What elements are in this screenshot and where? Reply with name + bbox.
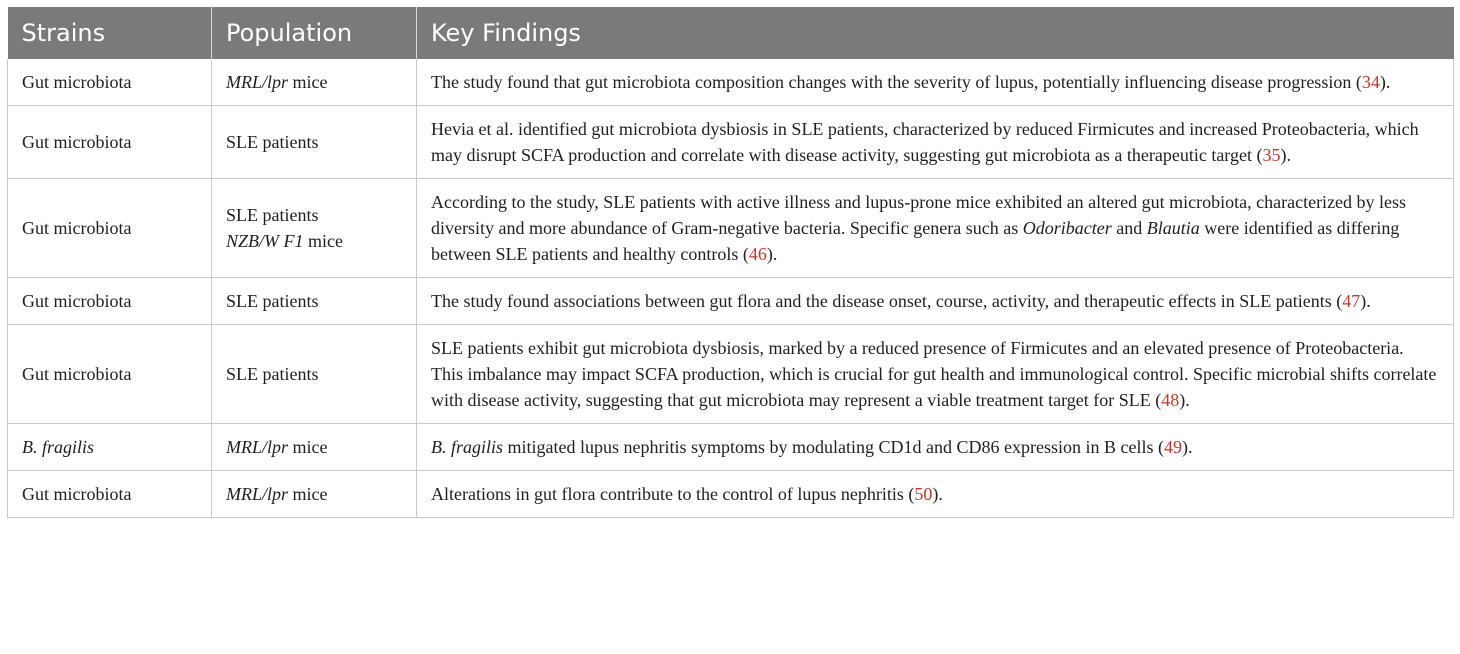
text-segment: ). [1379,72,1391,92]
table-row [8,325,1454,424]
cell-key-findings [417,59,1454,106]
text-segment: Alterations in gut flora contribute to the control of lupus nephritis ( [431,484,915,504]
cell-strain [8,471,212,518]
population-line [226,129,402,155]
text-segment: Gut microbiota [22,364,132,384]
reference-link[interactable]: 34 [1361,72,1380,92]
text-segment: SLE patients [226,205,319,225]
text-segment: ). [1179,390,1190,410]
population-line [226,202,402,228]
population-line [226,481,402,507]
cell-strain [8,424,212,471]
italic-text: Blautia [1146,218,1200,238]
text-segment: mice [288,484,328,504]
table-row [8,424,1454,471]
italic-text: MRL/lpr [226,484,289,504]
table-row [8,278,1454,325]
cell-population [212,278,417,325]
header-strains: Strains [8,7,212,59]
cell-key-findings [417,106,1454,179]
cell-key-findings [417,179,1454,278]
italic-text: B. fragilis [22,437,95,457]
table-row [8,179,1454,278]
population-line [226,361,402,387]
population-line [226,288,402,314]
text-segment: Gut microbiota [22,218,132,238]
cell-strain [8,106,212,179]
cell-population [212,325,417,424]
text-segment: Hevia et al. identified gut microbiota dysbiosis in SLE patients, characterized by reduced Firmicutes and increased Proteobacteria, which may disrupt SCFA production and correlate with disease activity, suggesting gut microbiota as a therapeutic target ( [431,119,1419,165]
italic-text: Odoribacter [1022,218,1112,238]
cell-strain [8,59,212,106]
text-segment: were identified as differing between SLE patients and healthy controls ( [431,218,1400,264]
text-segment: ). [1280,145,1291,165]
text-segment: ). [1360,291,1371,311]
reference-link[interactable]: 47 [1342,291,1361,311]
table-body [8,59,1454,518]
text-segment: ). [1181,437,1193,457]
reference-link[interactable]: 46 [748,244,767,264]
italic-text: NZB/W F1 [226,231,304,251]
table-row [8,471,1454,518]
text-segment: mice [288,72,328,92]
header-key-findings: Key Findings [417,7,1454,59]
cell-key-findings [417,325,1454,424]
cell-population [212,59,417,106]
population-line [226,69,402,95]
findings-table [7,7,1454,518]
cell-strain [8,179,212,278]
text-segment: SLE patients [226,132,319,152]
table-row [8,106,1454,179]
text-segment: Gut microbiota [22,72,132,92]
text-segment: Gut microbiota [22,291,132,311]
cell-population [212,471,417,518]
cell-population [212,424,417,471]
italic-text: B. fragilis [431,437,504,457]
reference-link[interactable]: 49 [1163,437,1182,457]
text-segment: Gut microbiota [22,484,132,504]
cell-key-findings [417,424,1454,471]
italic-text: MRL/lpr [226,72,289,92]
findings-table-container [7,7,1453,518]
text-segment: The study found that gut microbiota composition changes with the severity of lupus, potentially influencing disease progression ( [431,72,1362,92]
text-segment: and [1111,218,1147,238]
text-segment: SLE patients [226,291,319,311]
reference-link[interactable]: 48 [1161,390,1180,410]
reference-link[interactable]: 35 [1262,145,1281,165]
text-segment: According to the study, SLE patients with active illness and lupus-prone mice exhibited an altered gut microbiota, characterized by less diversity and more abundance of Gram-negative bacteria. Specific genera such as [431,192,1407,238]
cell-population [212,179,417,278]
italic-text: MRL/lpr [226,437,289,457]
table-row [8,59,1454,106]
cell-key-findings [417,278,1454,325]
text-segment: SLE patients [226,364,319,384]
text-segment: SLE patients exhibit gut microbiota dysbiosis, marked by a reduced presence of Firmicutes and an elevated presence of Proteobacteria. This imbalance may impact SCFA production, which is crucial for gut health and immunological control. Specific microbial shifts correlate with disease activity, suggesting that gut microbiota may represent a viable treatment target for SLE ( [431,338,1437,410]
population-line [226,434,402,460]
header-population: Population [212,7,417,59]
cell-strain [8,278,212,325]
text-segment: mitigated lupus nephritis symptoms by modulating CD1d and CD86 expression in B cells ( [503,437,1164,457]
header-row [8,7,1454,59]
text-segment: Gut microbiota [22,132,132,152]
text-segment: mice [288,437,328,457]
text-segment: ). [932,484,943,504]
text-segment: The study found associations between gut flora and the disease onset, course, activity, and therapeutic effects in SLE patients ( [431,291,1343,311]
population-line [226,228,402,254]
text-segment: mice [303,231,343,251]
cell-population [212,106,417,179]
reference-link[interactable]: 50 [914,484,933,504]
cell-key-findings [417,471,1454,518]
text-segment: ). [766,244,778,264]
cell-strain [8,325,212,424]
